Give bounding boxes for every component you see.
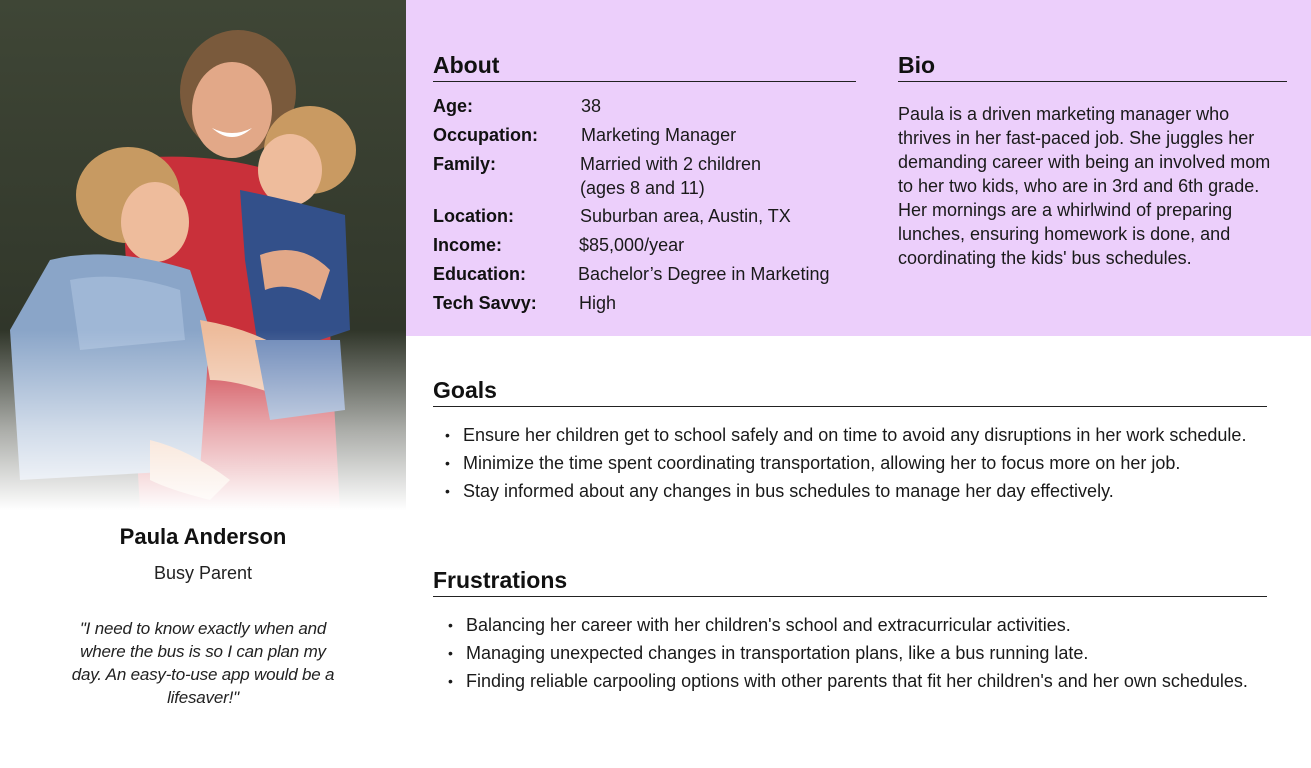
- bio-text: Paula is a driven marketing manager who thrives in her fast-paced job. She juggles her demanding career with being an involved mom to her two kids, who are in 3rd and 6th grade. Her mornings are a whirlwind of preparing lunches, ensuring homework is done, and coordinating the kids' bus schedules.: [898, 104, 1271, 268]
- list-item: • Stay informed about any changes in bus schedules to manage her day effectively.: [433, 477, 1267, 505]
- about-value-line: (ages 8 and 11): [580, 178, 705, 198]
- goals-title: Goals: [433, 377, 1267, 407]
- bullet-icon: •: [448, 673, 453, 689]
- persona-quote: "I need to know exactly when and where the bus is so I can plan my day. An easy-to-use app would be a lifesaver!": [71, 619, 335, 707]
- list-item: • Ensure her children get to school safely and on time to avoid any disruptions in her work schedule.: [433, 421, 1267, 449]
- about-section: [433, 52, 856, 320]
- about-row-income: [433, 233, 856, 257]
- frustrations-title: Frustrations: [433, 567, 1267, 597]
- about-row-family: [433, 152, 856, 199]
- persona-role: Busy Parent: [153, 563, 253, 583]
- list-item: • Balancing her career with her children's school and extracurricular activities.: [433, 611, 1267, 639]
- about-value: 38: [581, 96, 602, 116]
- bio-section: [898, 52, 1287, 270]
- about-value: Marketing Manager: [581, 125, 737, 145]
- about-label: Education:: [433, 264, 526, 284]
- about-value-line: Married with 2 children: [580, 154, 762, 174]
- bullet-icon: •: [445, 455, 450, 471]
- about-value: Bachelor’s Degree in Marketing: [578, 264, 830, 284]
- bio-title: Bio: [898, 52, 1287, 82]
- about-value: $85,000/year: [579, 235, 685, 255]
- about-value: High: [579, 293, 617, 313]
- bullet-icon: •: [445, 427, 450, 443]
- bullet-icon: •: [448, 617, 453, 633]
- persona-photo: [0, 0, 406, 510]
- frustrations-list: [433, 611, 1267, 695]
- about-label: Income:: [433, 235, 503, 255]
- about-row-occupation: [433, 123, 856, 147]
- list-item: • Minimize the time spent coordinating transportation, allowing her to focus more on her job.: [433, 449, 1267, 477]
- about-label: Location:: [433, 206, 514, 226]
- persona-name: Paula Anderson: [119, 524, 287, 549]
- about-row-location: [433, 204, 856, 228]
- about-title: About: [433, 52, 856, 82]
- about-label: Tech Savvy:: [433, 293, 537, 313]
- about-list: [433, 94, 856, 315]
- about-value: [580, 152, 761, 200]
- about-value: Suburban area, Austin, TX: [580, 206, 791, 226]
- about-row-tech-savvy: [433, 291, 856, 315]
- goals-list: [433, 421, 1267, 505]
- persona-photo-illustration: [0, 0, 406, 510]
- about-label: Age:: [433, 96, 473, 116]
- about-row-age: [433, 94, 856, 118]
- list-item: • Finding reliable carpooling options with other parents that fit her children's and her own schedules.: [433, 667, 1267, 695]
- about-label: Family:: [433, 154, 497, 174]
- bullet-icon: •: [448, 645, 453, 661]
- frustrations-section: [433, 567, 1267, 695]
- bullet-icon: •: [445, 483, 450, 499]
- about-label: Occupation:: [433, 125, 539, 145]
- goals-section: [433, 377, 1267, 505]
- list-item: • Managing unexpected changes in transportation plans, like a bus running late.: [433, 639, 1267, 667]
- about-row-education: [433, 262, 856, 286]
